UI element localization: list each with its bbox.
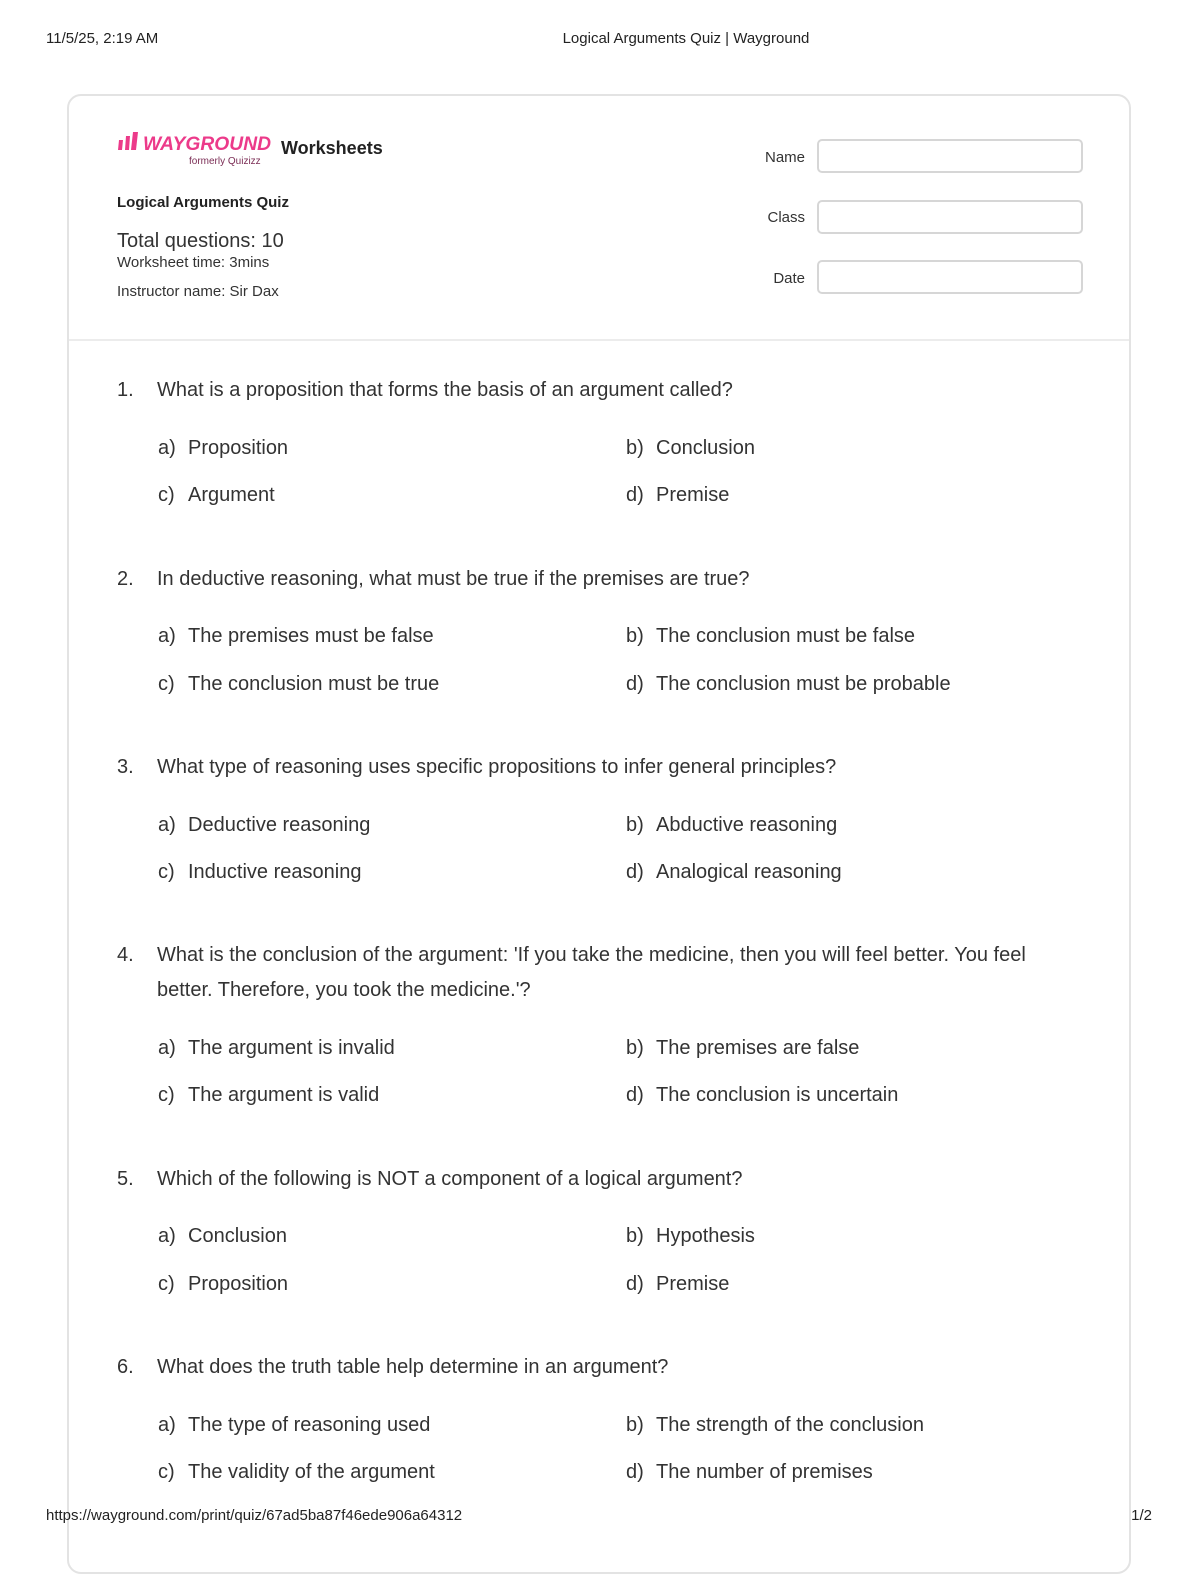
question-number: 6.: [117, 1356, 134, 1378]
option-text: Hypothesis: [656, 1225, 755, 1247]
option-d: [626, 861, 842, 884]
option-c: [158, 1461, 435, 1484]
question-number: 1.: [117, 379, 134, 401]
worksheet-header: [69, 96, 1129, 341]
option-letter: d): [626, 484, 644, 506]
worksheet-card: [67, 94, 1131, 1574]
option-d: [626, 484, 729, 507]
wayground-logo: [117, 130, 275, 170]
option-text: The argument is invalid: [188, 1037, 395, 1059]
option-text: The conclusion must be probable: [656, 673, 951, 695]
option-letter: b): [626, 1414, 644, 1436]
option-text: Analogical reasoning: [656, 861, 842, 883]
option-letter: b): [626, 437, 644, 459]
option-text: The number of premises: [656, 1461, 873, 1483]
question-number: 4.: [117, 944, 134, 966]
print-page-title: Logical Arguments Quiz | Wayground: [562, 30, 810, 47]
worksheets-label: Worksheets: [281, 138, 383, 158]
wayground-logo-icon: [117, 130, 275, 170]
option-text: The conclusion must be true: [188, 673, 440, 695]
option-text: Argument: [188, 484, 275, 506]
question-number: 5.: [117, 1168, 134, 1190]
option-text: Premise: [656, 484, 730, 506]
print-url[interactable]: https://wayground.com/print/quiz/67ad5ba87f46ede906a64312: [46, 1507, 463, 1524]
option-letter: a): [158, 814, 176, 836]
option-d: [626, 673, 951, 696]
question-text: What is the conclusion of the argument: 'If you take the medicine, then you will feel better. You feel better. Therefore, you took the medicine.'?: [157, 944, 1026, 1001]
option-letter: c): [158, 1084, 175, 1106]
option-a: [158, 1225, 287, 1248]
option-text: Premise: [656, 1273, 730, 1295]
option-letter: a): [158, 437, 176, 459]
option-letter: c): [158, 1461, 175, 1483]
option-c: [158, 484, 275, 507]
option-letter: b): [626, 814, 644, 836]
date-label: Date: [773, 270, 805, 287]
option-letter: d): [626, 1461, 644, 1483]
option-text: The type of reasoning used: [188, 1414, 431, 1436]
option-text: The premises must be false: [188, 625, 434, 647]
total-questions: Total questions: 10: [117, 230, 284, 252]
option-c: [158, 1084, 379, 1107]
class-label: Class: [767, 209, 805, 226]
question-text: What does the truth table help determine in an argument?: [157, 1356, 669, 1378]
option-letter: c): [158, 1273, 175, 1295]
logo-wordmark: WAYGROUND: [143, 134, 272, 155]
option-b: [626, 1225, 755, 1248]
option-text: The conclusion must be false: [656, 625, 916, 647]
logo-subtext: formerly Quizizz: [189, 156, 261, 167]
option-text: The strength of the conclusion: [656, 1414, 924, 1436]
name-field[interactable]: [817, 139, 1083, 173]
option-c: [158, 861, 361, 884]
question-number: 2.: [117, 568, 134, 590]
question-text: What type of reasoning uses specific propositions to infer general principles?: [157, 756, 837, 778]
option-letter: d): [626, 1084, 644, 1106]
option-letter: a): [158, 1037, 176, 1059]
option-letter: c): [158, 861, 175, 883]
option-b: [626, 625, 915, 648]
instructor-name: Instructor name: Sir Dax: [117, 283, 279, 300]
option-text: The premises are false: [656, 1037, 860, 1059]
option-text: Conclusion: [656, 437, 755, 459]
option-b: [626, 437, 755, 460]
option-text: Inductive reasoning: [188, 861, 362, 883]
option-d: [626, 1273, 729, 1296]
option-letter: b): [626, 625, 644, 647]
class-field[interactable]: [817, 200, 1083, 234]
option-a: [158, 814, 370, 837]
option-letter: d): [626, 861, 644, 883]
question-text: What is a proposition that forms the basis of an argument called?: [157, 379, 733, 401]
date-field[interactable]: [817, 260, 1083, 294]
option-text: Abductive reasoning: [656, 814, 838, 836]
name-label: Name: [764, 149, 805, 166]
option-letter: a): [158, 1414, 176, 1436]
option-d: [626, 1461, 873, 1484]
question-text: In deductive reasoning, what must be true if the premises are true?: [157, 568, 750, 590]
option-c: [158, 1273, 288, 1296]
option-text: Deductive reasoning: [188, 814, 371, 836]
print-datetime: 11/5/25, 2:19 AM: [46, 30, 159, 47]
option-d: [626, 1084, 898, 1107]
option-letter: b): [626, 1225, 644, 1247]
option-letter: c): [158, 484, 175, 506]
option-text: Conclusion: [188, 1225, 287, 1247]
option-a: [158, 437, 288, 460]
option-a: [158, 1037, 395, 1060]
option-b: [626, 1414, 924, 1437]
option-text: Proposition: [188, 437, 289, 459]
option-letter: b): [626, 1037, 644, 1059]
worksheet-time: Worksheet time: 3mins: [117, 254, 270, 271]
option-a: [158, 1414, 430, 1437]
option-letter: a): [158, 625, 176, 647]
option-text: The validity of the argument: [188, 1461, 435, 1483]
question-number: 3.: [117, 756, 134, 778]
option-letter: c): [158, 673, 175, 695]
option-text: Proposition: [188, 1273, 289, 1295]
quiz-title: Logical Arguments Quiz: [117, 194, 289, 211]
print-page-number: 1/2: [1131, 1507, 1152, 1524]
option-text: The conclusion is uncertain: [656, 1084, 899, 1106]
option-letter: a): [158, 1225, 176, 1247]
option-a: [158, 625, 434, 648]
option-b: [626, 814, 837, 837]
option-c: [158, 673, 439, 696]
question-text: Which of the following is NOT a component of a logical argument?: [157, 1168, 743, 1190]
option-text: The argument is valid: [188, 1084, 380, 1106]
option-b: [626, 1037, 859, 1060]
option-letter: d): [626, 673, 644, 695]
option-letter: d): [626, 1273, 644, 1295]
